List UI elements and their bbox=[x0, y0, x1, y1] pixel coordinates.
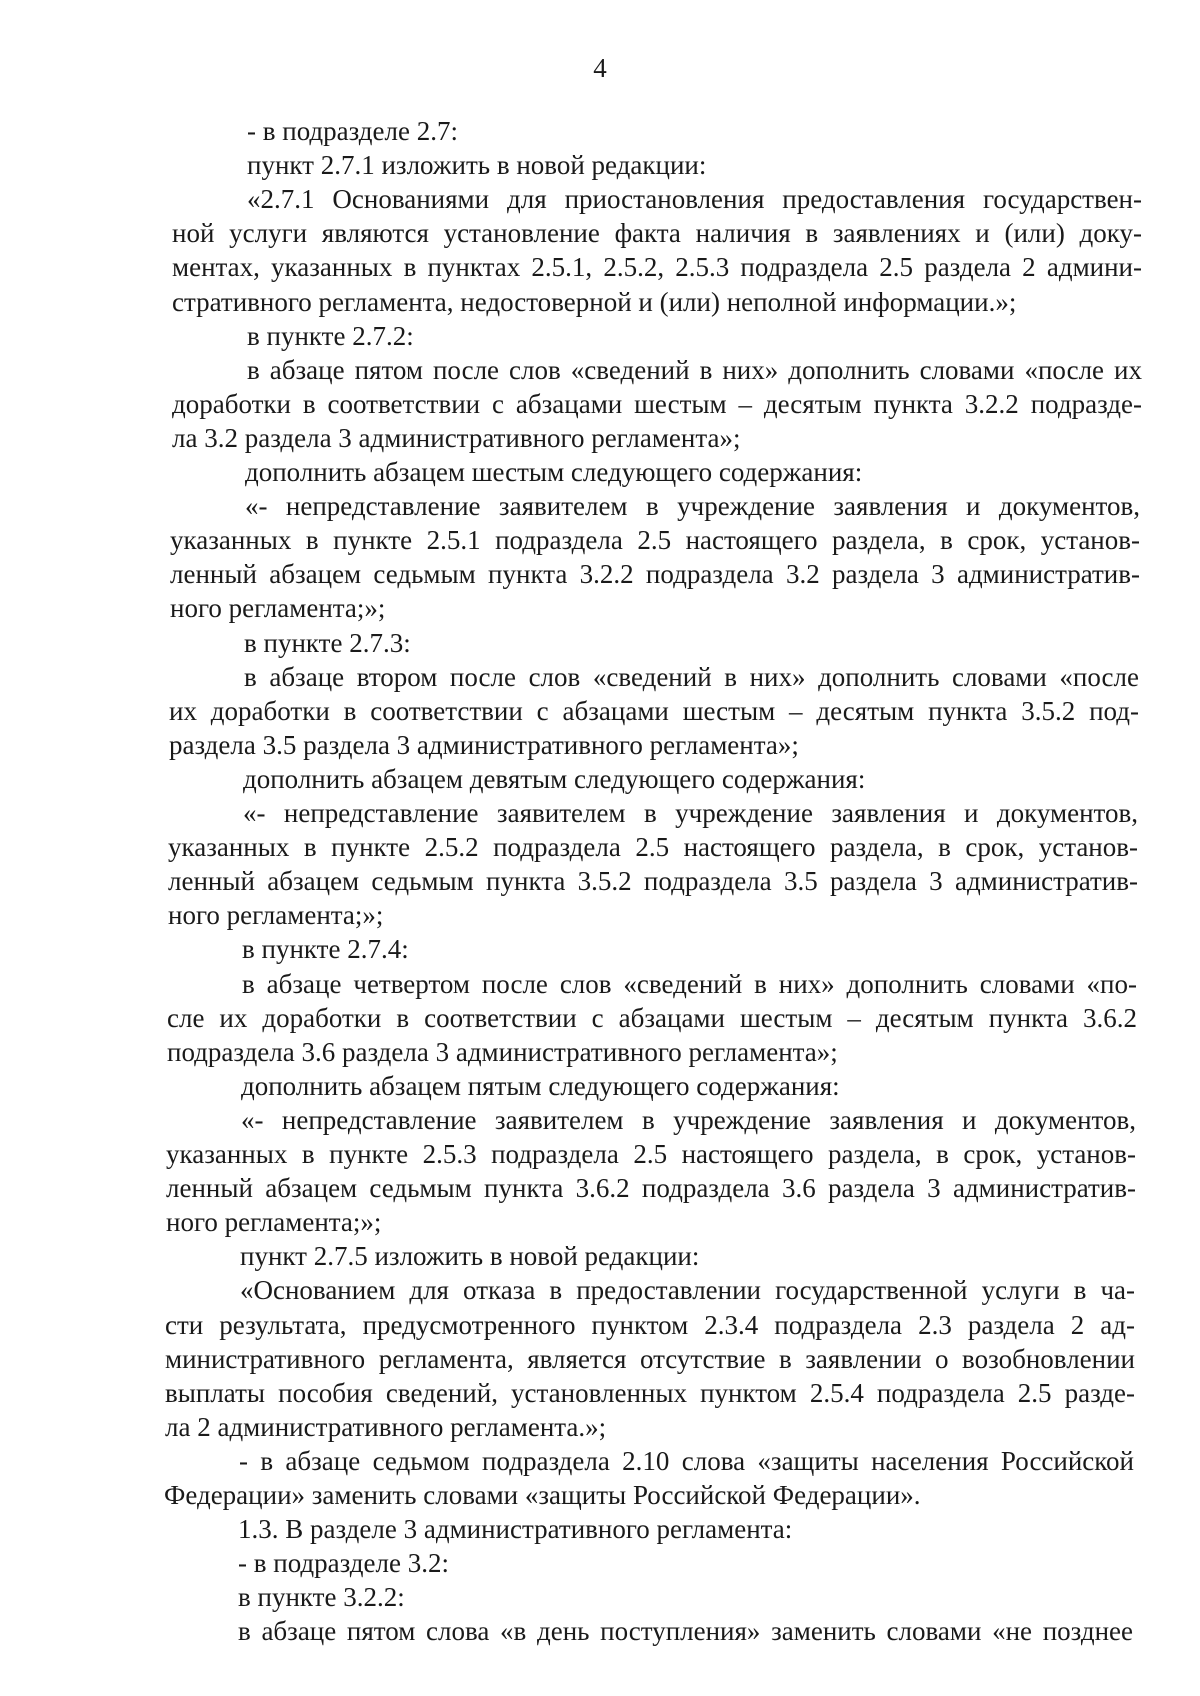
text-line: раздела 3.5 раздела 3 административного регламента»; bbox=[169, 729, 799, 760]
text-line: 1.3. В разделе 3 административного регламента: bbox=[238, 1514, 793, 1545]
text-line: дополнить абзацем шестым следующего содержания: bbox=[245, 457, 863, 487]
text-line: министративного регламента, является отсутствие в заявлении о возобновлении bbox=[165, 1343, 1135, 1374]
text-line: стративного регламента, недостоверной и (или) неполной информации.»; bbox=[172, 286, 1017, 317]
text-line: «- непредставление заявителем в учреждение заявления и документов, bbox=[245, 491, 1140, 522]
text-line: указанных в пункте 2.5.1 подраздела 2.5 настоящего раздела, в срок, установ- bbox=[170, 525, 1140, 556]
text-line: - в подразделе 2.7: bbox=[247, 116, 458, 146]
text-line: - в абзаце седьмом подраздела 2.10 слова «защиты населения Российской bbox=[239, 1445, 1134, 1476]
text-line: выплаты пособия сведений, установленных пунктом 2.5.4 подраздела 2.5 разде- bbox=[165, 1377, 1135, 1408]
text-line: сти результата, предусмотренного пунктом 2.3.4 подраздела 2.3 раздела 2 ад- bbox=[165, 1309, 1135, 1340]
text-line: в пункте 2.7.3: bbox=[244, 627, 411, 658]
text-line: ла 3.2 раздела 3 административного регламента»; bbox=[172, 422, 741, 453]
text-line: «2.7.1 Основаниями для приостановления предоставления государствен- bbox=[247, 184, 1142, 215]
text-line: дополнить абзацем девятым следующего содержания: bbox=[243, 763, 866, 794]
text-line: ленный абзацем седьмым пункта 3.6.2 подраздела 3.6 раздела 3 административ- bbox=[166, 1173, 1136, 1204]
text-line: «- непредставление заявителем в учреждение заявления и документов, bbox=[243, 798, 1138, 828]
text-line: указанных в пункте 2.5.2 подраздела 2.5 настоящего раздела, в срок, установ- bbox=[168, 832, 1138, 863]
text-line: сле их доработки в соответствии с абзацами шестым – десятым пункта 3.6.2 bbox=[167, 1002, 1137, 1033]
text-line: подраздела 3.6 раздела 3 административного регламента»; bbox=[167, 1036, 838, 1067]
text-line: доработки в соответствии с абзацами шестым – десятым пункта 3.2.2 подразде- bbox=[172, 388, 1142, 419]
text-line: ленный абзацем седьмым пункта 3.5.2 подраздела 3.5 раздела 3 административ- bbox=[168, 866, 1138, 897]
text-line: указанных в пункте 2.5.3 подраздела 2.5 настоящего раздела, в срок, установ- bbox=[166, 1139, 1136, 1169]
text-line: ленный абзацем седьмым пункта 3.2.2 подраздела 3.2 раздела 3 административ- bbox=[170, 559, 1140, 590]
text-line: в пункте 2.7.4: bbox=[242, 934, 409, 965]
text-line: - в подразделе 3.2: bbox=[238, 1548, 449, 1579]
text-line: дополнить абзацем пятым следующего содержания: bbox=[241, 1070, 840, 1101]
text-line: ла 2 административного регламента.»; bbox=[165, 1411, 607, 1442]
text-line: ного регламента;»; bbox=[168, 900, 384, 931]
text-line: в абзаце втором после слов «сведений в них» дополнить словами «после bbox=[244, 661, 1139, 692]
text-line: пункт 2.7.5 изложить в новой редакции: bbox=[240, 1241, 700, 1272]
text-line: Федерации» заменить словами «защиты Российской Федерации». bbox=[164, 1480, 921, 1510]
text-line: ного регламента;»; bbox=[166, 1207, 382, 1238]
text-line: пункт 2.7.1 изложить в новой редакции: bbox=[247, 150, 707, 181]
text-line: в абзаце четвертом после слов «сведений в них» дополнить словами «по- bbox=[242, 968, 1137, 999]
text-line: в абзаце пятом после слов «сведений в них» дополнить словами «после их bbox=[247, 354, 1142, 385]
text-line: ментах, указанных в пунктах 2.5.1, 2.5.2, 2.5.3 подраздела 2.5 раздела 2 админи- bbox=[172, 252, 1142, 283]
text-line: в абзаце пятом слова «в день поступления» заменить словами «не позднее bbox=[238, 1616, 1133, 1647]
text-line: в пункте 3.2.2: bbox=[238, 1582, 405, 1613]
text-line: в пункте 2.7.2: bbox=[247, 320, 414, 351]
text-line: «Основанием для отказа в предоставлении государственной услуги в ча- bbox=[240, 1275, 1135, 1306]
page-number: 4 bbox=[593, 53, 607, 83]
text-line: ного регламента;»; bbox=[170, 593, 386, 624]
text-line: «- непредставление заявителем в учреждение заявления и документов, bbox=[241, 1104, 1136, 1135]
text-line: их доработки в соответствии с абзацами шестым – десятым пункта 3.5.2 под- bbox=[169, 695, 1139, 726]
text-line: ной услуги являются установление факта наличия в заявлениях и (или) доку- bbox=[172, 218, 1142, 249]
